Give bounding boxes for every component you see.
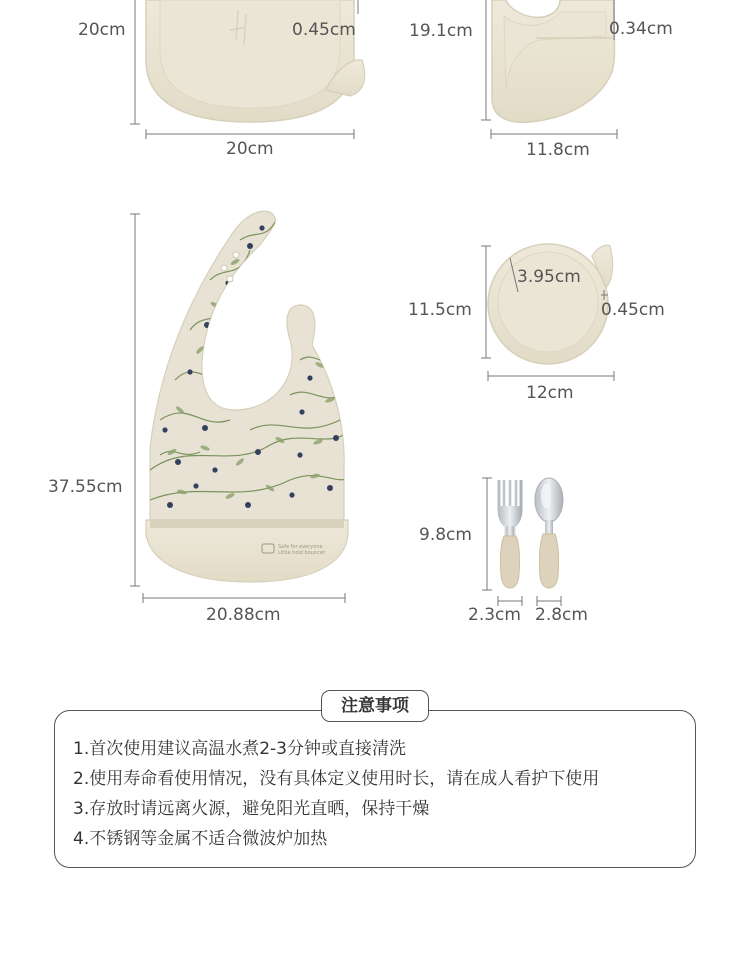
fish-plate-width-label: 11.8cm: [526, 140, 590, 160]
fish-plate: [492, 0, 615, 122]
spoon-handle-width-label: 2.8cm: [535, 605, 588, 625]
bowl-height-label: 11.5cm: [408, 300, 472, 320]
bowl: [488, 244, 613, 364]
round-plate: [146, 0, 365, 122]
notice-item-3: 3.存放时请远离火源，避免阳光直晒，保持干燥: [73, 799, 430, 819]
fork-handle-width-label: 2.3cm: [468, 605, 521, 625]
bib: [146, 211, 350, 582]
bib-width-label: 20.88cm: [206, 605, 281, 625]
bib-print-line1: Safe for everyone: [278, 544, 323, 550]
cutlery-length-label: 9.8cm: [419, 525, 472, 545]
bib-print-line2: Little hold bouncer: [278, 550, 325, 556]
bowl-width-label: 12cm: [526, 383, 574, 403]
fish-plate-depth-label: 0.34cm: [609, 19, 673, 39]
bib-print-text: [278, 544, 325, 556]
fish-plate-height-label: 19.1cm: [409, 21, 473, 41]
spoon: [535, 478, 563, 588]
notice-title: 注意事项: [321, 690, 429, 722]
plate-depth-label: 0.45cm: [292, 20, 356, 40]
notice-item-2: 2.使用寿命看使用情况，没有具体定义使用时长，请在成人看护下使用: [73, 769, 600, 789]
bowl-rim-label: 0.45cm: [601, 300, 665, 320]
notice-item-1: 1.首次使用建议高温水煮2-3分钟或直接清洗: [73, 739, 406, 759]
bowl-inner-depth-label: 3.95cm: [517, 267, 581, 287]
fork: [499, 480, 521, 588]
plate-width-label: 20cm: [226, 139, 274, 159]
plate-height-label: 20cm: [78, 20, 126, 40]
bib-height-label: 37.55cm: [48, 477, 123, 497]
notice-item-4: 4.不锈钢等金属不适合微波炉加热: [73, 829, 328, 849]
